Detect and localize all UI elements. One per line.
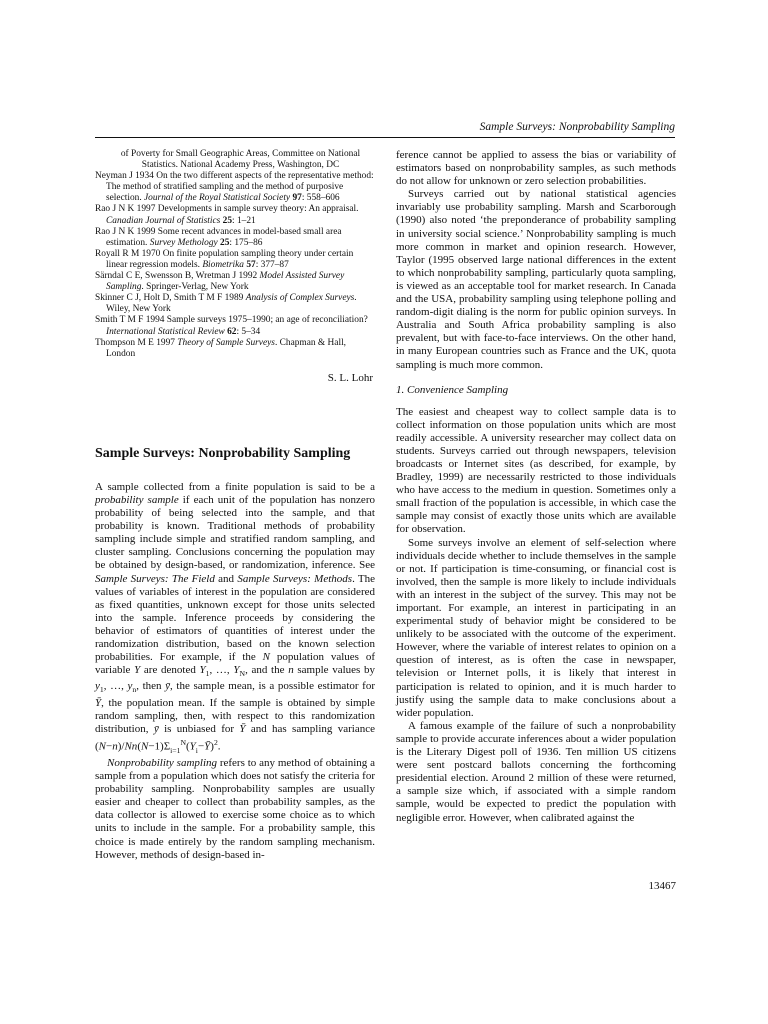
reference-list: [95, 149, 375, 360]
text-run: 25: [222, 215, 233, 226]
text-run: Smith T M F 1994 Sample surveys 1975–1990; an age of reconciliation?: [95, 315, 368, 326]
text-run: −: [197, 740, 205, 753]
body-paragraph: [396, 720, 676, 825]
text-run: Royall R M 1970 On finite population sampling theory under certain linear regression models.: [95, 248, 354, 270]
text-run: Y: [199, 664, 206, 677]
text-run: .: [217, 740, 221, 753]
text-run: Neyman J 1934 On the two different aspects of the representative method: The method of stratified sampling and the method of purposive selection.: [95, 171, 374, 204]
text-run: Model Assisted Survey Sampling: [106, 271, 345, 293]
text-run: 62: [227, 326, 237, 337]
text-run: i: [195, 745, 198, 755]
text-run: Thompson M E 1997: [95, 337, 178, 348]
text-run: ȳ: [165, 680, 171, 693]
text-run: . Wiley, New York: [106, 293, 357, 315]
text-run: −1)Σ: [148, 740, 171, 753]
text-run: : 558–606: [301, 193, 340, 204]
left-column: [95, 149, 375, 862]
text-run: Survey Methology: [149, 237, 218, 248]
text-run: The easiest and cheapest way to collect sample data is to collect information on those population units which are most readily accessible. A university researcher may collect data on students. Surveys carried out through newspapers, television broadcasts or Internet sites (as described, for example, by Bradley, 1999) are necessarily restricted to those individuals who have access to the medium in question. Sometimes only a small fraction of the population is accessible, in which case the sample may consist of exactly those units which are available for observation.: [396, 405, 676, 536]
text-run: refers to any method of obtaining a sample from a population which does not satisfy the criteria for probability sampling. Nonprobability samples are usually easier and cheaper to collect than probability samples, as the data collector is allowed to exercise some choice as to which units to include in the sample. For a probability sample, this choice is made entirely by the random sampling mechanism. However, methods of design-based in-: [95, 756, 375, 861]
text-run: : 377–87: [255, 259, 289, 270]
text-run: , then: [136, 680, 166, 693]
text-run: Y: [189, 740, 196, 753]
text-run: 57: [246, 259, 256, 270]
running-head: Sample Surveys: Nonprobability Sampling: [479, 121, 675, 133]
text-run: ): [210, 740, 214, 753]
body-paragraph: [396, 149, 676, 188]
text-run: , the sample mean, is a possible estimator for: [170, 680, 375, 693]
header-rule: [95, 137, 675, 138]
text-run: Rao J N K 1999 Some recent advances in model-based small area estimation.: [95, 226, 342, 248]
text-run: Sample Surveys: The Field: [95, 572, 215, 585]
text-run: ȳ: [153, 722, 159, 735]
right-body-text-bottom: [396, 406, 676, 825]
text-run: A sample collected from a finite population is said to be a: [95, 480, 375, 493]
text-run: n: [132, 685, 137, 695]
text-run: N: [262, 651, 270, 664]
reference-entry: [95, 315, 375, 337]
text-run: Sample Surveys: Methods: [237, 572, 353, 585]
text-run: A famous example of the failure of such a nonprobability sample to provide accurate inferences about a wider population is the Literary Digest poll of 1936. Ten million US citizens were sent postcard ballots concerning the forthcoming presidential election. Around 2 million of these were returned, a sample size which, if associated with a simple random sample, would be expected to predict the population with negligible error. However, when calibrated against the: [396, 719, 676, 824]
text-run: n: [112, 740, 118, 753]
reference-entry: [95, 227, 375, 249]
reference-entry: [95, 171, 375, 204]
text-run: Some surveys involve an element of self-selection where individuals decide whether to include themselves in the sample or not. If participation is time-consuming, or financial cost is involved, then the sample is more likely to include individuals with an interest in the subject of the survey. This may not be important. For example, an interest in participating in an experimental study of behavior might be considered to be unlikely to be associated with the outcome of the experiment. However, where the variable of interest relates to opinion on a question of interest, as is often the case in newspaper, television or Internet polls, it is likely that interest in participation is related to opinion, and it is much harder to justify using the sample data to make conclusions about a wider population.: [396, 536, 676, 719]
text-run: of Poverty for Small Geographic Areas, Committee on National Statistics. National Academy Press, Washington, DC: [120, 149, 361, 171]
text-run: Rao J N K 1997 Developments in sample survey theory: An appraisal.: [95, 204, 359, 215]
text-run: Canadian Journal of Statistics: [106, 215, 221, 226]
text-run: (: [137, 740, 141, 753]
text-run: i=1: [170, 745, 181, 755]
right-body-text-top: [396, 149, 676, 372]
text-run: Ȳ: [204, 740, 211, 753]
text-run: 1: [99, 685, 104, 695]
author-signature: S. L. Lohr: [327, 371, 373, 384]
text-run: , the population mean. If the sample is obtained by simple random sampling, then, with respect to this randomization distribution,: [95, 696, 375, 735]
body-paragraph: [95, 481, 375, 757]
text-run: Biometrika: [202, 259, 244, 270]
text-run: , …,: [209, 664, 234, 677]
text-run: Särndal C E, Swensson B, Wretman J 1992: [95, 271, 260, 282]
text-run: Analysis of Complex Surveys: [245, 293, 355, 304]
text-run: (: [186, 740, 190, 753]
text-run: 25: [220, 237, 230, 248]
text-run: are denoted: [140, 664, 200, 677]
body-paragraph: [396, 537, 676, 720]
right-column: [396, 149, 676, 825]
body-paragraph: [95, 757, 375, 862]
text-run: 1: [205, 669, 210, 679]
text-run: 2: [213, 738, 218, 748]
text-run: Y: [134, 664, 141, 677]
text-run: ference cannot be applied to assess the bias or variability of estimators based on nonprobability samples, as such methods do not allow for unknown or zero selection probabilities.: [396, 149, 676, 188]
text-run: : 175–86: [229, 237, 263, 248]
text-run: . Springer-Verlag, New York: [141, 282, 249, 293]
body-paragraph: [396, 188, 676, 371]
text-run: 97: [292, 193, 302, 204]
reference-entry: [95, 293, 375, 315]
text-run: : 5–34: [236, 326, 261, 337]
text-run: y: [95, 680, 100, 693]
text-run: . Chapman & Hall, London: [106, 337, 347, 359]
text-run: Journal of the Royal Statistical Society: [144, 193, 291, 204]
text-run: Nn: [124, 740, 138, 753]
text-run: probability sample: [95, 493, 179, 506]
text-run: , …,: [103, 680, 128, 693]
text-run: n: [288, 664, 294, 677]
reference-entry: [95, 204, 375, 226]
text-run: is unbiased for: [158, 722, 240, 735]
text-run: N: [180, 738, 186, 748]
text-run: y: [127, 680, 133, 693]
text-run: )/: [117, 740, 125, 753]
reference-entry: [95, 338, 375, 360]
text-run: −: [106, 740, 113, 753]
body-paragraph: [396, 406, 676, 537]
reference-entry: [95, 271, 375, 293]
text-run: Nonprobability sampling: [107, 756, 217, 769]
text-run: and: [214, 572, 238, 585]
text-run: N: [98, 740, 107, 753]
text-run: N: [239, 669, 246, 679]
text-run: Surveys carried out by national statistical agencies invariably use probability sampling. Marsh and Scarborough (1990) also noted ‘the preponderance of probability sampling in university social science.’ Nonprobability sampling is much more common in market and opinion research. However, Taylor (1995 observed large national differences in the extent to which nonprobability sampling, particularly quota sampling, is viewed as an acceptable tool for market research. In Canada and the USA, probability sampling using telephone polling and random-digit dialing is the norm for public opinion surveys. In Australia and South Africa probability sampling is also prevalent, but with face-to-face interviews. On the other hand, in many European countries such as France and the UK, quota sampling is much more common.: [396, 188, 676, 371]
text-run: Skinner C J, Holt D, Smith T M F 1989: [95, 293, 246, 304]
text-run: International Statistical Review: [106, 326, 225, 337]
text-run: population values of variable: [95, 651, 375, 677]
text-run: Ȳ: [239, 722, 246, 735]
subsection-title: 1. Convenience Sampling: [396, 383, 509, 396]
reference-entry: [95, 149, 375, 171]
text-run: , and the: [245, 664, 289, 677]
text-run: : 1–21: [232, 215, 256, 226]
page-number: 13467: [648, 880, 676, 892]
text-run: Y: [233, 664, 240, 677]
section-title: Sample Surveys: Nonprobability Sampling: [95, 445, 351, 461]
reference-entry: [95, 249, 375, 271]
text-run: Theory of Sample Surveys: [177, 337, 275, 348]
text-run: and has sampling variance (: [95, 722, 375, 753]
text-run: N: [140, 740, 149, 753]
left-body-text: [95, 481, 375, 862]
text-run: Ȳ: [95, 696, 102, 709]
text-run: if each unit of the population has nonzero probability of being selected into the sample, and that probability is known. Traditional methods of probability sampling include simple and stratified random sampling, and cluster sampling. Conclusions concerning the population may be obtained by design-based, or randomization, inference. See: [95, 493, 375, 572]
text-run: sample values by: [293, 664, 375, 677]
text-run: . The values of variables of interest in the population are considered as fixed quantities, unknown except for those units selected into the sample. Inference proceeds by considering the behavior of estimators of quantities of interest under the randomization distribution, based on the known selection probabilities. For example, if the: [95, 572, 376, 664]
